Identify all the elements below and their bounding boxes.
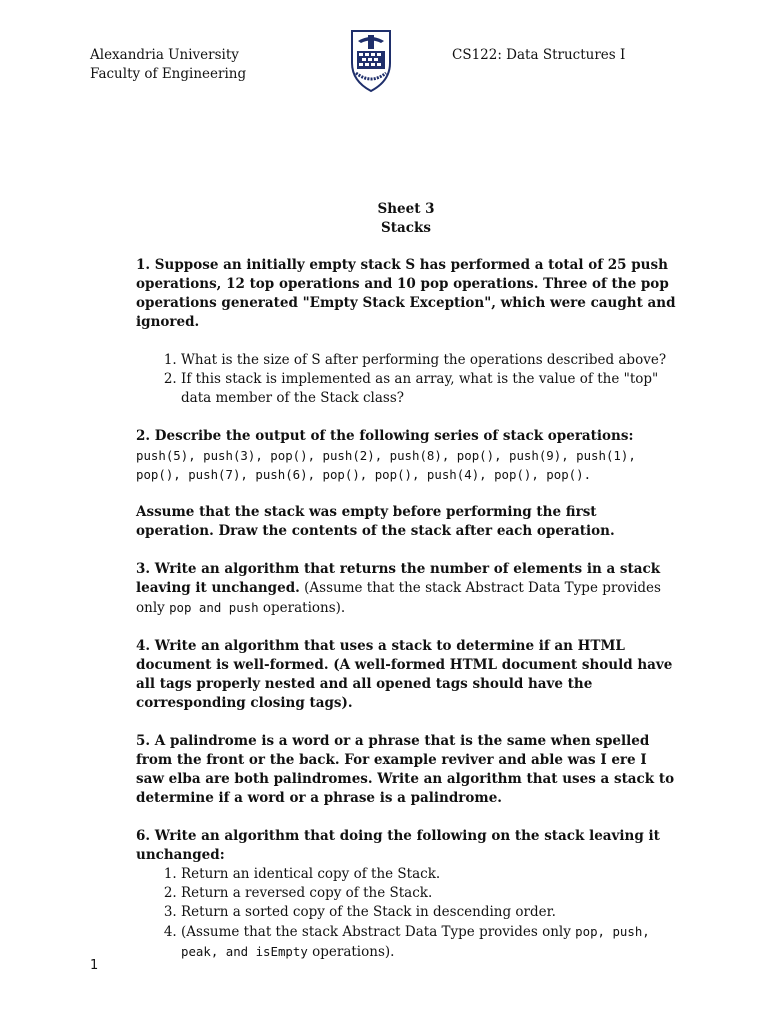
header-course	[452, 46, 625, 65]
item-4-tail: operations).	[307, 944, 395, 960]
list-item	[181, 922, 676, 962]
question-5: 5. A palindrome is a word or a phrase that is the same when spelled from the front or the back. For example reviver and able was I ere I saw elba are both palindromes. Write an algorithm that uses a stack to determine if a word or a phrase is a palindrome.	[136, 733, 675, 806]
university-name: Alexandria University	[90, 47, 239, 63]
sheet-title	[0, 200, 768, 238]
list-item: 1. Return an identical copy of the Stack.	[181, 865, 676, 884]
list-item: 1. What is the size of S after performing the operations described above?	[181, 351, 676, 370]
sheet-number: Sheet 3	[377, 201, 435, 217]
course-name: CS122: Data Structures I	[452, 47, 626, 63]
question-2-operations: push(5), push(3), pop(), push(2), push(8), pop(), push(9), push(1), pop(), push(7), push(6), pop(), pop(), push(4), pop(), pop().	[136, 448, 636, 482]
question-6: 6. Write an algorithm that doing the following on the stack leaving it unchanged:	[136, 828, 660, 863]
question-1-list	[136, 351, 676, 408]
question-4: 4. Write an algorithm that uses a stack to determine if an HTML document is well-formed. (A well-formed HTML document should have all tags properly nested and all opened tags should have the corresponding closing tags).	[136, 638, 673, 711]
list-item: 2. Return a reversed copy of the Stack.	[181, 884, 676, 903]
item-4-text: (Assume that the stack Abstract Data Type provides only	[181, 924, 576, 940]
question-3-text: 3. Write an algorithm that returns the number of elements in a stack leaving it unchanged.	[136, 561, 661, 596]
question-1: 1. Suppose an initially empty stack S has performed a total of 25 push operations, 12 top operations and 10 pop operations. Three of the pop operations generated "Empty Stack Exception", which were caught and ignored.	[136, 257, 676, 330]
question-6-list	[136, 865, 676, 962]
list-item: 2. If this stack is implemented as an array, what is the value of the "top" data member of the Stack class?	[181, 370, 676, 408]
item-4-ops: pop, push, peak, and isEmpty	[181, 924, 650, 959]
university-seal-icon	[348, 29, 394, 95]
sheet-content	[136, 256, 676, 981]
question-2: 2. Describe the output of the following series of stack operations:	[136, 428, 634, 444]
list-item: 3. Return a sorted copy of the Stack in descending order.	[181, 903, 676, 922]
header-institution	[90, 46, 246, 84]
question-3	[136, 560, 676, 618]
question-3-tail: operations).	[258, 600, 346, 616]
question-3-ops: pop and push	[169, 600, 259, 615]
page-number: 1	[90, 958, 99, 973]
question-3-note: (Assume that the stack Abstract Data Type provides only	[136, 580, 661, 616]
sheet-topic: Stacks	[381, 220, 431, 236]
faculty-name: Faculty of Engineering	[90, 66, 247, 82]
question-2-note: Assume that the stack was empty before performing the first operation. Draw the contents of the stack after each operation.	[136, 504, 615, 539]
